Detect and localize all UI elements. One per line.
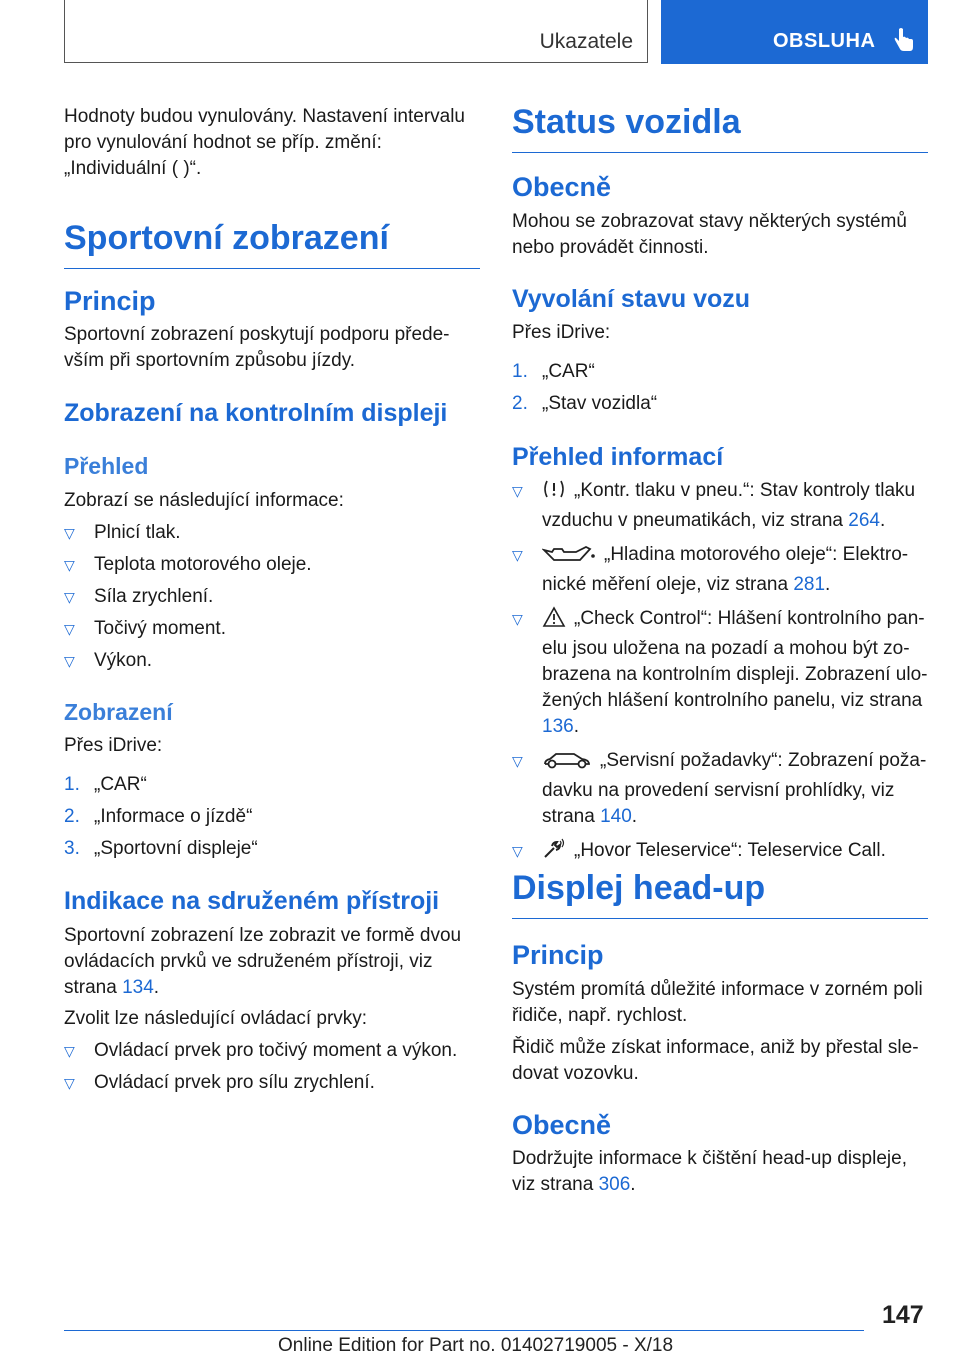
page-number: 147 xyxy=(882,1301,924,1329)
list-item: ▽ Síla zrychlení. xyxy=(64,584,480,610)
pointing-hand-icon xyxy=(893,27,915,53)
footer-edition: Online Edition for Part no. 01402719005 - X/18 xyxy=(278,1335,674,1356)
wrench-call-icon xyxy=(542,838,566,868)
select-text: Zvolit lze následující ovládací prvky: xyxy=(64,1008,368,1029)
tire-pressure-icon xyxy=(542,478,566,508)
list-item: 2. „Informace o jízdě“ xyxy=(64,806,253,827)
display-sub-heading: Zobrazení xyxy=(64,699,173,725)
list-item: 1. „CAR“ xyxy=(64,774,147,795)
info-overview-heading: Přehled informací xyxy=(512,443,724,471)
list-item: ▽ Točivý moment. xyxy=(64,616,480,642)
general-heading: Obecně xyxy=(512,172,612,202)
tab-index-label: Ukazatele xyxy=(539,30,633,53)
via-idrive-text: Přes iDrive: xyxy=(64,735,163,756)
car-service-icon xyxy=(542,750,592,778)
page-link[interactable]: 306 xyxy=(598,1174,631,1195)
tab-section-label: OBSLUHA xyxy=(773,30,876,52)
tab-index[interactable] xyxy=(64,0,648,63)
bullet-triangle-icon: ▽ xyxy=(512,611,523,627)
hud-princip-text-1: Systém promítá důležité informace v zorném poli řidiče, např. rychlost. xyxy=(512,979,923,1026)
oil-can-icon xyxy=(542,544,596,572)
list-item: ▽ „Hladina motorového oleje“: Elektro-nické měření oleje, viz strana 281. xyxy=(512,544,909,595)
bullet-triangle-icon: ▽ xyxy=(512,483,523,499)
list-item: ▽ Ovládací prvek pro točivý moment a výkon. xyxy=(64,1038,480,1064)
steps-list xyxy=(64,772,480,862)
overview-text: Zobrazí se následující informace: xyxy=(64,490,344,511)
cluster-text: Sportovní zobrazení lze zobrazit ve formě dvou ovládacích prvků ve sdruženém přístroji, viz strana 134. xyxy=(64,925,462,998)
bullet-triangle-icon: ▽ xyxy=(64,525,75,541)
cluster-heading: Indikace na sdruženém přístroji xyxy=(64,887,440,915)
hud-general-text: Dodržujte informace k čištění head-up displeje, viz strana 306. xyxy=(512,1148,907,1195)
section-title-status: Status vozidla xyxy=(512,102,928,153)
overview-heading: Přehled xyxy=(64,453,149,479)
controls-list xyxy=(64,1038,480,1096)
page-link[interactable]: 281 xyxy=(793,574,826,595)
hud-general-heading: Obecně xyxy=(512,1110,612,1140)
bullet-triangle-icon: ▽ xyxy=(64,1075,75,1091)
bullet-triangle-icon: ▽ xyxy=(64,1043,75,1059)
display-heading: Zobrazení na kontrolním displeji xyxy=(64,399,448,427)
list-item: ▽ Výkon. xyxy=(64,648,480,674)
header-tabs xyxy=(64,0,928,64)
general-text: Mohou se zobrazovat stavy některých systémů nebo provádět činnosti. xyxy=(512,211,907,258)
princip-heading: Princip xyxy=(64,286,156,316)
page-link[interactable]: 136 xyxy=(542,716,574,737)
bullet-triangle-icon: ▽ xyxy=(512,753,523,769)
bullet-triangle-icon: ▽ xyxy=(64,589,75,605)
list-item: 3. „Sportovní displeje“ xyxy=(64,838,258,859)
warning-triangle-icon xyxy=(542,606,566,636)
bullet-triangle-icon: ▽ xyxy=(512,843,523,859)
princip-text: Sportovní zobrazení poskytují podporu přede-vším při sportovním způsobu jízdy. xyxy=(64,324,450,371)
hud-princip-text-2: Řidič může získat informace, aniž by přestal sle-dovat vozovku. xyxy=(512,1037,919,1084)
call-status-heading: Vyvolání stavu vozu xyxy=(512,285,751,313)
list-item: 1. „CAR“ xyxy=(512,361,595,382)
list-item: ▽ „Check Control“: Hlášení kontrolního pan-elu jsou uložena na pozadí a mohou být zo-brazena na kontrolním displeji. Zobrazení ulo-žených hlášení kontrolního panelu, viz strana 136. xyxy=(512,608,928,737)
footer-divider xyxy=(64,1330,864,1331)
page-link[interactable]: 264 xyxy=(848,510,880,531)
list-item: ▽ „Servisní požadavky“: Zobrazení poža-davku na provedení servisní prohlídky, viz strana 140. xyxy=(512,750,927,827)
list-item: ▽ Teplota motorového oleje. xyxy=(64,552,480,578)
list-item: 2. „Stav vozidla“ xyxy=(512,393,658,414)
bullet-triangle-icon: ▽ xyxy=(64,653,75,669)
list-item: ▽ Plnicí tlak. xyxy=(64,520,480,546)
list-item: ▽ Ovládací prvek pro sílu zrychlení. xyxy=(64,1070,480,1096)
bullet-triangle-icon: ▽ xyxy=(512,547,523,563)
page-link[interactable]: 140 xyxy=(600,806,632,827)
bullet-triangle-icon: ▽ xyxy=(64,557,75,573)
bullet-triangle-icon: ▽ xyxy=(64,621,75,637)
list-item: ▽ „Kontr. tlaku v pneu.“: Stav kontroly tlaku vzduchu v pneumatikách, viz strana 264. xyxy=(512,480,916,531)
list-item: ▽ „Hovor Teleservice“: Teleservice Call. xyxy=(512,838,928,868)
section-title-hud: Displej head-up xyxy=(512,868,928,919)
tab-section[interactable] xyxy=(661,0,928,64)
section-title-sport: Sportovní zobrazení xyxy=(64,218,480,269)
status-steps-list xyxy=(512,359,928,417)
via-idrive-text: Přes iDrive: xyxy=(512,322,611,343)
intro-paragraph: Hodnoty budou vynulovány. Nastavení intervalu pro vynulování hodnot se příp. změní: „Individuální ( )“. xyxy=(64,106,466,179)
info-list xyxy=(512,478,928,868)
page-link[interactable]: 134 xyxy=(122,977,154,998)
hud-princip-heading: Princip xyxy=(512,940,604,970)
overview-list xyxy=(64,520,480,674)
